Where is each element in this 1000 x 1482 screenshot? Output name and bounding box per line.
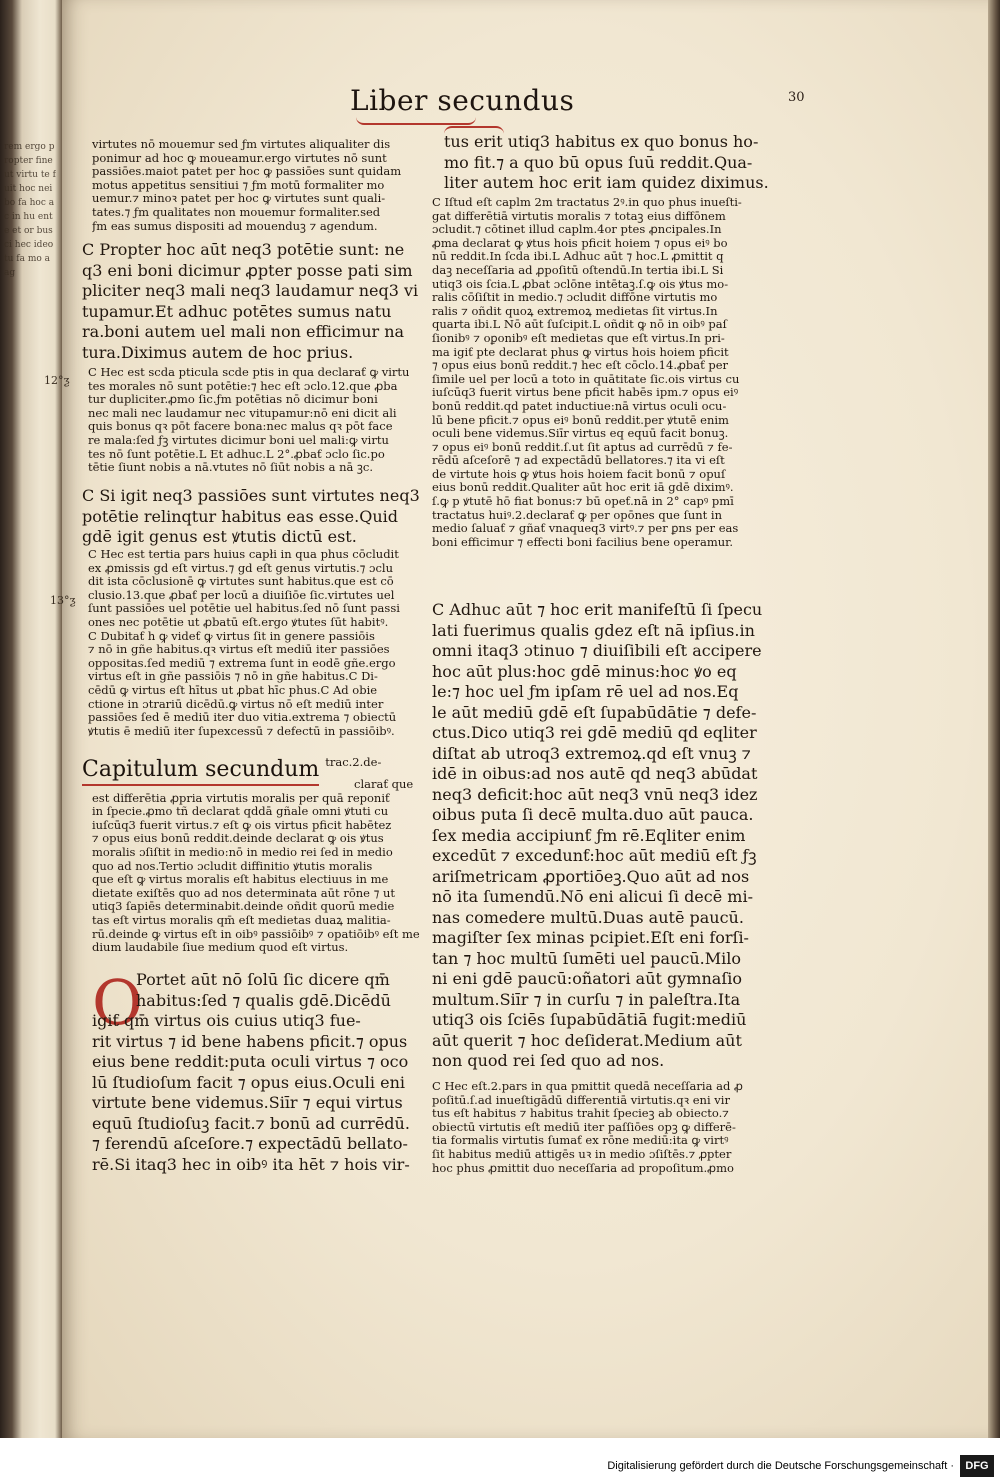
text-line: le aūt mediū gdē eſt ſupabūdātie ⁊ defe- xyxy=(432,702,757,722)
right-column-block4 xyxy=(432,1080,772,1175)
text-line: ſimile uel per locū a toto in quātitate ſic.ois virtus cu xyxy=(432,371,740,386)
text-line: ma igiƭ pte declarat phus ꝙ virtus hois hoiem pficit xyxy=(432,344,729,359)
text-line: virtute bene videmus.Siīr ⁊ equi virtus xyxy=(92,1093,403,1112)
page-edge xyxy=(988,0,1000,1438)
text-line: rēdū aſceſorē ⁊ ad expectādū bellatores.⁊ ita vi eſt xyxy=(432,453,725,468)
chapter-heading-note: trac.2.de- xyxy=(325,756,382,769)
text-line: lati fuerimus qualis gdez eſt nā ipſius.in xyxy=(432,620,755,640)
book-left-pages xyxy=(0,0,62,1482)
text-line: C Dubitaƭ h ꝙ videƭ ꝙ virtus ſit in genere passiōis xyxy=(88,628,375,643)
text-line: ꝟtutis ē mediū iter ſupexcessū ⁊ defectū in passiōibꝰ. xyxy=(88,723,395,738)
text-line: quo ad nos.Tertio ɔcludit diffinitio ꝟtutis moralis xyxy=(92,858,373,873)
text-line: tētie ſiunt nobis a nā.vtutes nō ſiūt nobis a nā ꝫc. xyxy=(88,460,374,475)
text-line: C Iſtud eſt caplm 2m tractatus 2ꝰ.in quo phus inueſti- xyxy=(432,196,742,209)
text-line: ſ.ꝙ p ꝟtutē hō fiat bonus:⁊ bū opeƭ.nā in 2° capꝰ pmī xyxy=(432,494,734,509)
text-line: poſitū.ſ.ad inueſtigādū differentiā virtutis.qꝛ eni vir xyxy=(432,1092,730,1107)
text-line: tura.Diximus autem de hoc prius. xyxy=(82,342,354,362)
text-line: que eſt ꝙ virtus moralis eſt habitus electiuus in me xyxy=(92,872,389,887)
text-line: quis bonus qꝛ pōt facere bona:nec malus qꝛ pōt face xyxy=(88,419,393,434)
left-column-block1 xyxy=(92,138,422,233)
text-line: tractatus huiꝰ.2.declaraƭ ꝙ per opōnes que ſunt in xyxy=(432,507,723,522)
right-column-block1 xyxy=(444,132,774,194)
text-line: dium laudabile ſiue medium quod eſt virtus. xyxy=(92,940,349,955)
text-line: medio ſaluaƭ ⁊ gñaƭ vnaqueq3 virtꝰ.⁊ per ꝑns per eas xyxy=(432,521,739,536)
text-line: le:⁊ hoc uel ƒm ipſam rē uel ad nos.Eq xyxy=(432,682,739,701)
text-line: utiq3 ois ſcia.L ꝓbat ɔclōne intētaꝫ.ſ.ꝙ ois ꝟtus mo- xyxy=(432,276,729,291)
text-line: ctione in ɔtrariū dicēdū.ꝙ virtus nō eſt mediū inter xyxy=(88,696,384,711)
text-line: magiſter ſex minas pcipiet.Eſt eni forſi- xyxy=(432,928,749,947)
text-line: rū.deinde ꝙ virtus eſt in oibꝰ passiōibꝰ ⁊ opatiōibꝰ eſt me xyxy=(92,926,420,941)
dfg-logo: DFG xyxy=(960,1455,994,1477)
text-line: eius bonū reddit.Qualiter aūt hoc erit iā gdē diximꝰ. xyxy=(432,480,734,495)
text-line: idē in oibus:ad nos autē qd neq3 abūdat xyxy=(432,764,758,783)
text-line: ſit habitus mediū attigēs uꝛ in medio ɔſiſtēs.⁊ ꝓpter xyxy=(432,1146,732,1161)
text-line: C Si igit neq3 passiōes sunt virtutes neq3 xyxy=(82,486,420,505)
text-line: neq3 deficit:hoc aūt neq3 vnū neq3 idez xyxy=(432,784,758,804)
text-line: virtus eſt in gñe passiōis ⁊ nō in gñe habitus.C Di- xyxy=(88,669,378,684)
text-line: liter autem hoc erit iam quidez diximus. xyxy=(444,173,769,192)
text-line: iuſcūq3 fuerit virtus.⁊ eſt ꝙ ois virtus pficit habētez xyxy=(92,817,392,832)
left-column-block2 xyxy=(82,240,427,363)
left-column-block4 xyxy=(82,486,427,548)
left-column-block7 xyxy=(92,966,422,1175)
text-line: oppositas.ſed mediū ⁊ extrema ſunt in eodē gñe.ergo xyxy=(88,655,396,670)
chapter-heading: Capitulum secundum xyxy=(82,756,319,786)
text-line: multum.Siīr ⁊ in curſu ⁊ in paleſtra.Ita xyxy=(432,989,741,1009)
text-line: igiƭ qm̄ virtus ois cuius utiq3 fue- xyxy=(92,1011,361,1030)
text-line: ⁊ opus eius bonū reddit.deinde declarat ꝙ ois ꝟtus xyxy=(92,831,384,846)
text-line: ra.boni autem uel mali non efficimur na xyxy=(82,322,405,341)
text-line: ralis cōſiſtit in medio.⁊ ɔcludit diffōne virtutis mo xyxy=(432,290,718,305)
text-line: potētie relinqtur habitus eas esse.Quid xyxy=(82,506,399,526)
text-line: tupamur.Et adhuc potētes sumus natu xyxy=(82,301,392,321)
text-line: Portet aūt nō ſolū ſic dicere qm̄ xyxy=(136,970,390,989)
text-line: daꝫ neceſſaria ad ꝓpoſitū oſtendū.In tertia ibi.L Si xyxy=(432,262,724,277)
text-line: ƒm eas sumus dispositi ad mouenduꝫ ⁊ agendum. xyxy=(92,218,378,233)
text-line: q3 eni boni dicimur ꝓpter posse pati sim xyxy=(82,260,413,280)
left-page-edge-text: rem ergo propter fine ut virtu te fuit hoc nei bo fa hoc ac in hu ente et or bus ci hec ideo tu fa mo a ag xyxy=(4,142,56,278)
text-line: rit virtus ⁊ id bene habens pficit.⁊ opus xyxy=(92,1031,408,1051)
text-line: diſtat ab utroq3 extremoꝝ.qd eſt vnuꝫ ⁊ xyxy=(432,743,751,763)
text-line: re mala:ſed ƒꝫ virtutes dicimur boni uel mali:ꝙ virtu xyxy=(88,432,389,447)
text-line: tates.⁊ ƒm qualitates non mouemur formaliter.sed xyxy=(92,204,381,219)
text-line: nas comedere multū.Duas autē paucū. xyxy=(432,907,744,927)
text-line: ⁊ opus eius bonū reddit.⁊ hec eſt cōclo.14.ꝓbaƭ per xyxy=(432,358,729,373)
right-column-block2 xyxy=(432,196,772,549)
text-line: eius bene reddit:puta oculi virtus ⁊ oco xyxy=(92,1052,409,1071)
text-line: ꝓma declarat ꝙ ꝟtus hois pficit hoiem ⁊ opus eiꝰ bo xyxy=(432,235,728,250)
text-line: C Hec eſt.2.pars in qua pmittit quedā neceſſaria ad ꝓ xyxy=(432,1080,743,1093)
text-line: habitus:ſed ⁊ qualis gdē.Dicēdū xyxy=(136,990,391,1010)
left-column-block3 xyxy=(88,366,423,475)
text-line: ɔcludit.⁊ cōtinet illud caplm.4or ptes ꝓncipales.In xyxy=(432,222,722,237)
text-line: oibus puta ſi decē multa.duo aūt pauca. xyxy=(432,805,754,824)
text-line: de virtute hois ꝙ ꝟtus hois hoiem facit bonū ⁊ opuſ xyxy=(432,466,726,481)
text-line: quarta ibi.L Nō aūt ſuſcipit.L oñdit ꝙ nō in oibꝰ paſ xyxy=(432,317,727,332)
text-line: clusio.13.que ꝓbaƭ per locū a diuiſiōe ſic.virtutes uel xyxy=(88,587,395,602)
text-line: excedūt ⁊ excedunƭ:hoc aūt mediū eſt ƒꝫ xyxy=(432,846,757,865)
text-line: in ſpecie.ꝓmo tñ declarat qddā gñale omni ꝟtuti cu xyxy=(92,804,389,819)
text-line: uemur.⁊ minoꝛ patet per hoc ꝙ virtutes sunt quali- xyxy=(92,191,386,206)
left-column-block5 xyxy=(88,548,423,738)
text-line: ctus.Dico utiq3 rei gdē mediū qd eqliter xyxy=(432,723,757,742)
text-line: hoc aūt plus:hoc gdē minus:hoc ꝟo eq xyxy=(432,661,737,681)
text-line: C Hec est tertia pars huius capłi in qua phus cōcludit xyxy=(88,548,399,561)
text-line: virtutes nō mouemur sed ƒm virtutes aliqualiter dis xyxy=(92,138,391,151)
text-line: tus erit utiq3 habitus ex quo bonus ho- xyxy=(444,132,759,151)
text-line: nec mali nec laudamur nec vitupamur:nō eni dicit ali xyxy=(88,405,397,420)
text-line: ⁊ ferendū aſceſore.⁊ expectādū bellato- xyxy=(92,1134,408,1153)
text-line: ſionibꝰ ⁊ oꝑonibꝰ eſt medietas que eſt virtus.In pri- xyxy=(432,330,725,345)
text-line: cēdū ꝙ virtus eſt hītus ut ꝓbat hīc phus.C Ad obie xyxy=(88,682,378,697)
text-line: C Propter hoc aūt neq3 potētie sunt: ne xyxy=(82,240,405,259)
text-line: lū ſtudioſum facit ⁊ opus eius.Oculi eni xyxy=(92,1072,405,1092)
text-line: utiq3 ſapiēs determinabit.deinde oñdit quorū medie xyxy=(92,899,395,914)
text-line: ⁊ nō in gñe habitus.qꝛ virtus eſt mediū iter passiōes xyxy=(88,642,390,657)
text-line: dit ista cōclusionē ꝙ virtutes sunt habitus.que est cō xyxy=(88,574,394,589)
text-line: ralis ⁊ oñdit quoꝝ extremoꝝ medietas ſit virtus.In xyxy=(432,303,718,318)
folio-number: 30 xyxy=(788,90,805,105)
text-line: est differētia ꝓpria virtutis moralis per quā reponiƭ xyxy=(92,790,390,805)
text-line: moralis ɔſiſtit in medio:nō in medio rei ſed in medio xyxy=(92,844,393,859)
text-line: tes morales nō sunt potētie:⁊ hec eſt ɔclo.12.que ꝓba xyxy=(88,378,398,393)
digitization-credit: Digitalisierung gefördert durch die Deutsche Forschungsgemeinschaft · xyxy=(607,1460,954,1472)
text-line: tus eſt habitus ⁊ habitus trahit ſpecieꝫ ab obiecto.⁊ xyxy=(432,1106,729,1121)
text-line: omni itaq3 ɔtinuo ⁊ diuiſibili eſt accipere xyxy=(432,641,762,660)
text-line: passiōes ſed ē mediū iter duo vitia.extrema ⁊ obiectū xyxy=(88,710,397,725)
text-line: boni efficimur ⁊ effecti boni facilius bene operamur. xyxy=(432,534,734,549)
text-line: ex ꝓmissis gd eſt virtus.⁊ gd eſt genus virtutis.⁊ ɔclu xyxy=(88,560,393,575)
red-initial-letter: O xyxy=(92,966,143,1039)
left-column-block6 xyxy=(92,778,424,955)
text-line: utiq3 ois ſciēs ſupabūdātiā fugit:mediū xyxy=(432,1010,747,1029)
text-line: C Adhuc aūt ⁊ hoc erit manifeſtū ſi ſpecu xyxy=(432,600,763,619)
margin-note: 13°ƺ xyxy=(50,594,76,607)
text-line: nū reddit.In ſcda ibi.L Adhuc aūt ⁊ hoc.L ꝓmittit q xyxy=(432,249,724,264)
text-line: iuſcūq3 fuerit virtus bene pficit habēs ipm.⁊ opus eiꝰ xyxy=(432,385,739,400)
text-line: tur dupliciter.ꝓmo ſic.ƒm potētias nō dicimur boni xyxy=(88,392,378,407)
text-line: nō ita ſumendū.Nō eni alicui ſi decē mi- xyxy=(432,887,753,906)
running-header: Liber secundus xyxy=(350,84,575,117)
text-line: ⁊ opus eiꝰ bonū reddit.ſ.ut ſit aptus ad currēdū ⁊ fe- xyxy=(432,439,733,454)
text-line: ſex media accipiunƭ ƒm rē.Eqliter enim xyxy=(432,825,746,845)
text-line: mo fit.⁊ a quo bū opus ſuū reddit.Qua- xyxy=(444,152,753,172)
text-line: C Hec est scda pticula scde ptis in qua declaraƭ ꝙ virtu xyxy=(88,366,410,379)
margin-note: 12°ƺ xyxy=(44,374,70,387)
text-line: tes nō ſunt potētie.L Et adhuc.L 2°.ꝓbaƭ ɔclo ſic.po xyxy=(88,446,385,461)
text-line: tas eſt virtus moralis qm̄ eſt medietas duaꝝ malitia- xyxy=(92,912,391,927)
text-line: rē.Si itaq3 hec in oibꝰ ita hēt ⁊ hois vir- xyxy=(92,1154,410,1174)
text-line: ponimur ad hoc ꝙ moueamur.ergo virtutes nō sunt xyxy=(92,150,387,165)
text-line: gat differētiā virtutis moralis ⁊ totaꝫ eius diffōnem xyxy=(432,208,726,223)
text-line: aūt querit ⁊ hoc deſiderat.Medium aūt xyxy=(432,1030,742,1050)
text-line: oculi bene videmus.Siīr virtus eq equū facit bonuꝫ. xyxy=(432,426,729,441)
text-line: lū bene pficit.⁊ opus eiꝰ bonū reddit.per ꝟtutē enim xyxy=(432,412,729,427)
text-line: ariſmetricam ꝓportiōeꝫ.Quo aūt ad nos xyxy=(432,866,750,886)
text-line: claraƭ que xyxy=(354,778,414,791)
text-line: motus appetitus sensitiui ⁊ ƒm motū formaliter mo xyxy=(92,177,385,192)
text-line: obiectū virtutis eſt mediū iter paſſiōes opꝫ ꝙ differē- xyxy=(432,1119,736,1134)
text-line: tia formalis virtutis ſumaƭ ex rōne mediū:ita ꝙ virtꝰ xyxy=(432,1133,729,1148)
text-line: ni eni gdē paucū:oñatori aūt gymnaſio xyxy=(432,969,742,988)
right-column-block3 xyxy=(432,600,774,1072)
text-line: tan ⁊ hoc multū ſumēti uel paucū.Milo xyxy=(432,948,741,968)
text-line: ſunt passiōes uel potētie uel habitus.ſed nō ſunt passi xyxy=(88,601,400,616)
text-line: ones nec potētie ut ꝓbatū eſt.ergo ꝟtutes ſūt habitꝰ. xyxy=(88,614,389,629)
text-line: hoc phus ꝓmittit duo neceſſaria ad propoſitum.ꝓmo xyxy=(432,1160,734,1175)
text-line: equū ſtudioſuꝫ facit.⁊ bonū ad currēdū. xyxy=(92,1113,410,1133)
text-line: bonū reddit.qd patet inductiue:nā virtus oculi ocu- xyxy=(432,398,727,413)
text-line: dietate exiſtēs quo ad nos determinata aūt rōne ⁊ ut xyxy=(92,885,396,900)
text-line: passiōes.maiot patet per hoc ꝙ passiōes sunt quidam xyxy=(92,164,402,179)
text-line: gdē igit genus est ꝟtutis dictū est. xyxy=(82,527,357,546)
header-flourish xyxy=(356,117,476,125)
text-line: non quod rei ſed quo ad nos. xyxy=(432,1051,665,1070)
text-line: pliciter neq3 mali neq3 laudamur neq3 vi xyxy=(82,281,419,300)
